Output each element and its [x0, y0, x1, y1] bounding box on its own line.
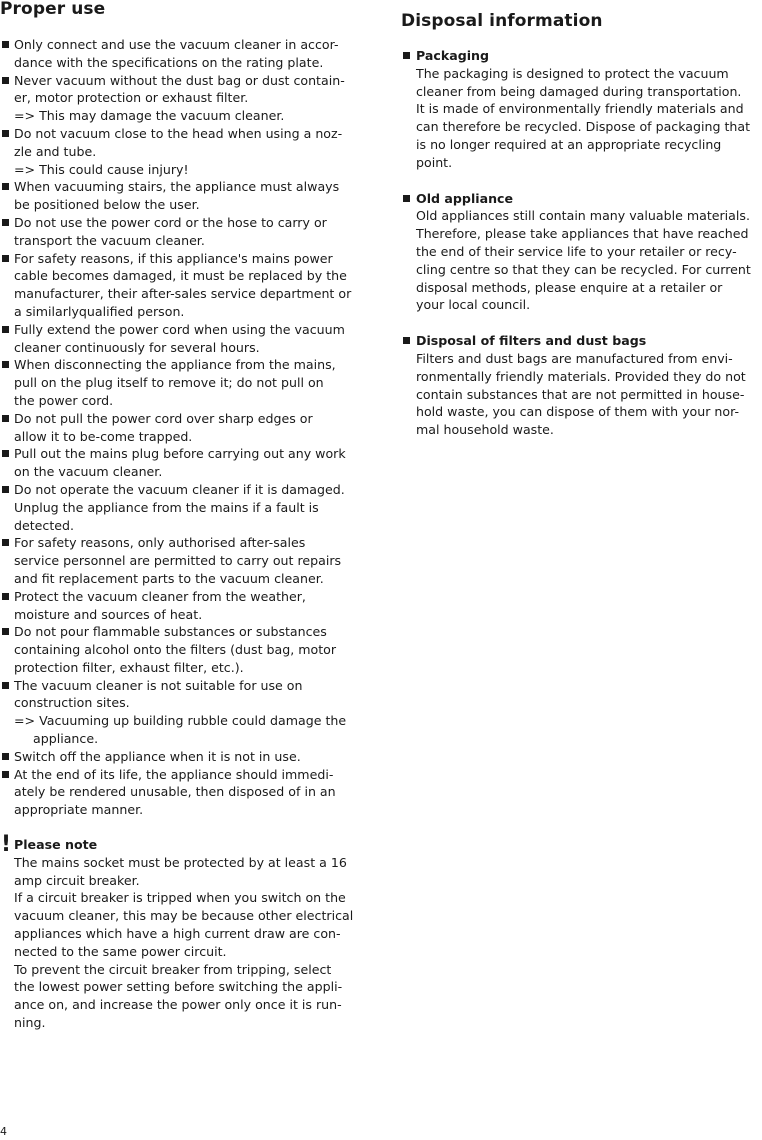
square-bullet-icon [2, 326, 9, 333]
section-text-line: contain substances that are not permitted in house- [416, 386, 745, 402]
square-bullet-icon [2, 77, 9, 84]
square-bullet-icon [2, 486, 9, 493]
disposal-section [401, 332, 762, 439]
item-result-line: => This could cause injury! [14, 161, 189, 177]
section-heading: Old appliance [416, 190, 514, 206]
section-heading: Packaging [416, 48, 490, 63]
list-item [0, 677, 365, 748]
proper-use-title: Proper use [0, 0, 106, 19]
section-text-line: is no longer required at an appropriate recycling [416, 136, 722, 152]
square-bullet-icon [2, 593, 9, 600]
item-text-line: pull on the plug itself to remove it; do not pull on [14, 375, 324, 391]
list-item [0, 623, 365, 676]
item-text-line: Do not vacuum close to the head when using a noz- [14, 125, 343, 141]
list-item [0, 766, 365, 819]
disposal-section [401, 47, 762, 172]
section-heading: Disposal of filters and dust bags [416, 333, 647, 349]
section-text-line: Therefore, please take appliances that have reached [416, 226, 749, 242]
item-text-line: Switch off the appliance when it is not in use. [14, 748, 301, 764]
square-bullet-icon [2, 628, 9, 635]
section-text-line: can therefore be recycled. Dispose of packaging that [416, 119, 751, 135]
item-text-line: detected. [14, 517, 75, 533]
please-note-body [14, 854, 365, 1032]
square-bullet-icon [2, 753, 9, 760]
page-number: 4 [0, 1125, 7, 1138]
item-text-line: er, motor protection or exhaust filter. [14, 90, 249, 106]
section-text-line: Filters and dust bags are manufactured from envi- [416, 350, 733, 366]
disposal-title: Disposal information [401, 11, 603, 31]
item-text-line: construction sites. [14, 695, 130, 711]
item-text-line: service personnel are permitted to carry out repairs [14, 553, 342, 569]
item-text-line: Never vacuum without the dust bag or dust contain- [14, 72, 345, 88]
item-text-line: Pull out the mains plug before carrying out any work [14, 446, 346, 462]
section-text-line: mal household waste. [416, 422, 554, 438]
item-text-line: Do not operate the vacuum cleaner if it is damaged. [14, 481, 345, 497]
square-bullet-icon [403, 52, 410, 59]
item-text-line: appropriate manner. [14, 802, 144, 818]
section-text-line: your local council. [416, 297, 531, 313]
list-item [0, 410, 365, 446]
section-text-line: cling centre so that they can be recycled. For current [416, 261, 751, 277]
item-text-line: The vacuum cleaner is not suitable for use on [14, 677, 303, 693]
item-text-line: dance with the specifications on the rating plate. [14, 54, 324, 70]
note-text-line: If a circuit breaker is tripped when you switch on the [14, 890, 346, 906]
section-text-line: point. [416, 154, 453, 170]
list-item [0, 125, 365, 178]
list-item [0, 356, 365, 409]
item-text-line: Protect the vacuum cleaner from the weather, [14, 588, 306, 604]
square-bullet-icon [2, 415, 9, 422]
section-text-line: It is made of environmentally friendly materials and [416, 101, 744, 117]
section-text-line: disposal methods, please enquire at a retailer or [416, 279, 723, 295]
item-text-line: containing alcohol onto the filters (dust bag, motor [14, 642, 337, 658]
section-text-line: The packaging is designed to protect the vacuum [416, 65, 729, 81]
list-item [0, 36, 365, 72]
list-item [0, 72, 365, 125]
item-text-line: protection filter, exhaust filter, etc.). [14, 659, 244, 675]
section-text-line: ronmentally friendly materials. Provided they do not [416, 368, 746, 384]
section-text-line: cleaner from being damaged during transportation. [416, 83, 742, 99]
list-item [0, 178, 365, 214]
note-text-line: nected to the same power circuit. [14, 943, 227, 959]
section-text-line: hold waste, you can dispose of them with your nor- [416, 404, 740, 420]
proper-use-column [0, 0, 365, 1032]
disposal-section [401, 190, 762, 315]
note-text-line: The mains socket must be protected by at least a 16 [14, 854, 347, 870]
item-text-line: Do not use the power cord or the hose to carry or [14, 214, 327, 230]
note-text-line: vacuum cleaner, this may be because other electrical [14, 908, 354, 924]
item-text-line: Only connect and use the vacuum cleaner in accor- [14, 37, 339, 52]
square-bullet-icon [2, 450, 9, 457]
item-text-line: For safety reasons, only authorised after-sales [14, 535, 306, 551]
list-item [0, 534, 365, 587]
note-text-line: amp circuit breaker. [14, 872, 140, 888]
list-item [0, 214, 365, 250]
disposal-column [401, 0, 762, 439]
item-text-line: cleaner continuously for several hours. [14, 339, 260, 355]
item-text-line: ately be rendered unusable, then disposed of in an [14, 784, 336, 800]
item-text-line: Fully extend the power cord when using the vacuum [14, 321, 345, 337]
item-text-line: When disconnecting the appliance from the mains, [14, 357, 336, 373]
item-result-line: => This may damage the vacuum cleaner. [14, 108, 285, 124]
item-text-line: Do not pour flammable substances or substances [14, 624, 327, 640]
square-bullet-icon [2, 255, 9, 262]
please-note-title: Please note [14, 837, 98, 853]
item-text-line: Unplug the appliance from the mains if a fault is [14, 499, 319, 515]
item-text-line: transport the vacuum cleaner. [14, 232, 205, 248]
square-bullet-icon [2, 219, 9, 226]
square-bullet-icon [2, 539, 9, 546]
list-item [0, 588, 365, 624]
list-item [0, 748, 365, 766]
item-text-line: on the vacuum cleaner. [14, 464, 163, 480]
section-text-line: Old appliances still contain many valuable materials. [416, 208, 750, 224]
note-text-line: ance on, and increase the power only once it is run- [14, 997, 342, 1013]
square-bullet-icon [2, 183, 9, 190]
square-bullet-icon [403, 337, 410, 344]
list-item [0, 445, 365, 481]
item-text-line: At the end of its life, the appliance should immedi- [14, 766, 334, 782]
square-bullet-icon [2, 361, 9, 368]
item-text-line: the power cord. [14, 392, 114, 408]
item-text-line: zle and tube. [14, 143, 97, 159]
item-text-line: moisture and sources of heat. [14, 606, 203, 622]
square-bullet-icon [403, 195, 410, 202]
item-text-line: When vacuuming stairs, the appliance must always [14, 179, 340, 195]
list-item [0, 481, 365, 534]
square-bullet-icon [2, 771, 9, 778]
square-bullet-icon [2, 682, 9, 689]
item-text-line: Do not pull the power cord over sharp edges or [14, 410, 313, 426]
disposal-sections [401, 47, 762, 439]
item-text-line: manufacturer, their after-sales service department or [14, 286, 352, 302]
note-text-line: appliances which have a high current draw are con- [14, 926, 341, 942]
proper-use-list [0, 36, 365, 819]
note-text-line: the lowest power setting before switching the appli- [14, 979, 343, 995]
item-text-line: be positioned below the user. [14, 197, 200, 213]
item-text-line: cable becomes damaged, it must be replaced by the [14, 268, 347, 284]
list-item [0, 321, 365, 357]
item-text-line: For safety reasons, if this appliance's mains power [14, 250, 333, 266]
item-text-line: allow it to be-come trapped. [14, 428, 193, 444]
item-result-line: => Vacuuming up building rubble could damage the appliance. [14, 713, 347, 747]
item-text-line: and fit replacement parts to the vacuum cleaner. [14, 570, 324, 586]
item-text-line: a similarlyqualified person. [14, 303, 185, 319]
square-bullet-icon [2, 130, 9, 137]
section-text-line: the end of their service life to your retailer or recy- [416, 243, 737, 259]
please-note-box [0, 832, 365, 1032]
list-item [0, 250, 365, 321]
note-text-line: ning. [14, 1015, 46, 1031]
exclamation-icon: ! [1, 832, 12, 858]
square-bullet-icon [2, 41, 9, 48]
note-text-line: To prevent the circuit breaker from tripping, select [14, 961, 332, 977]
